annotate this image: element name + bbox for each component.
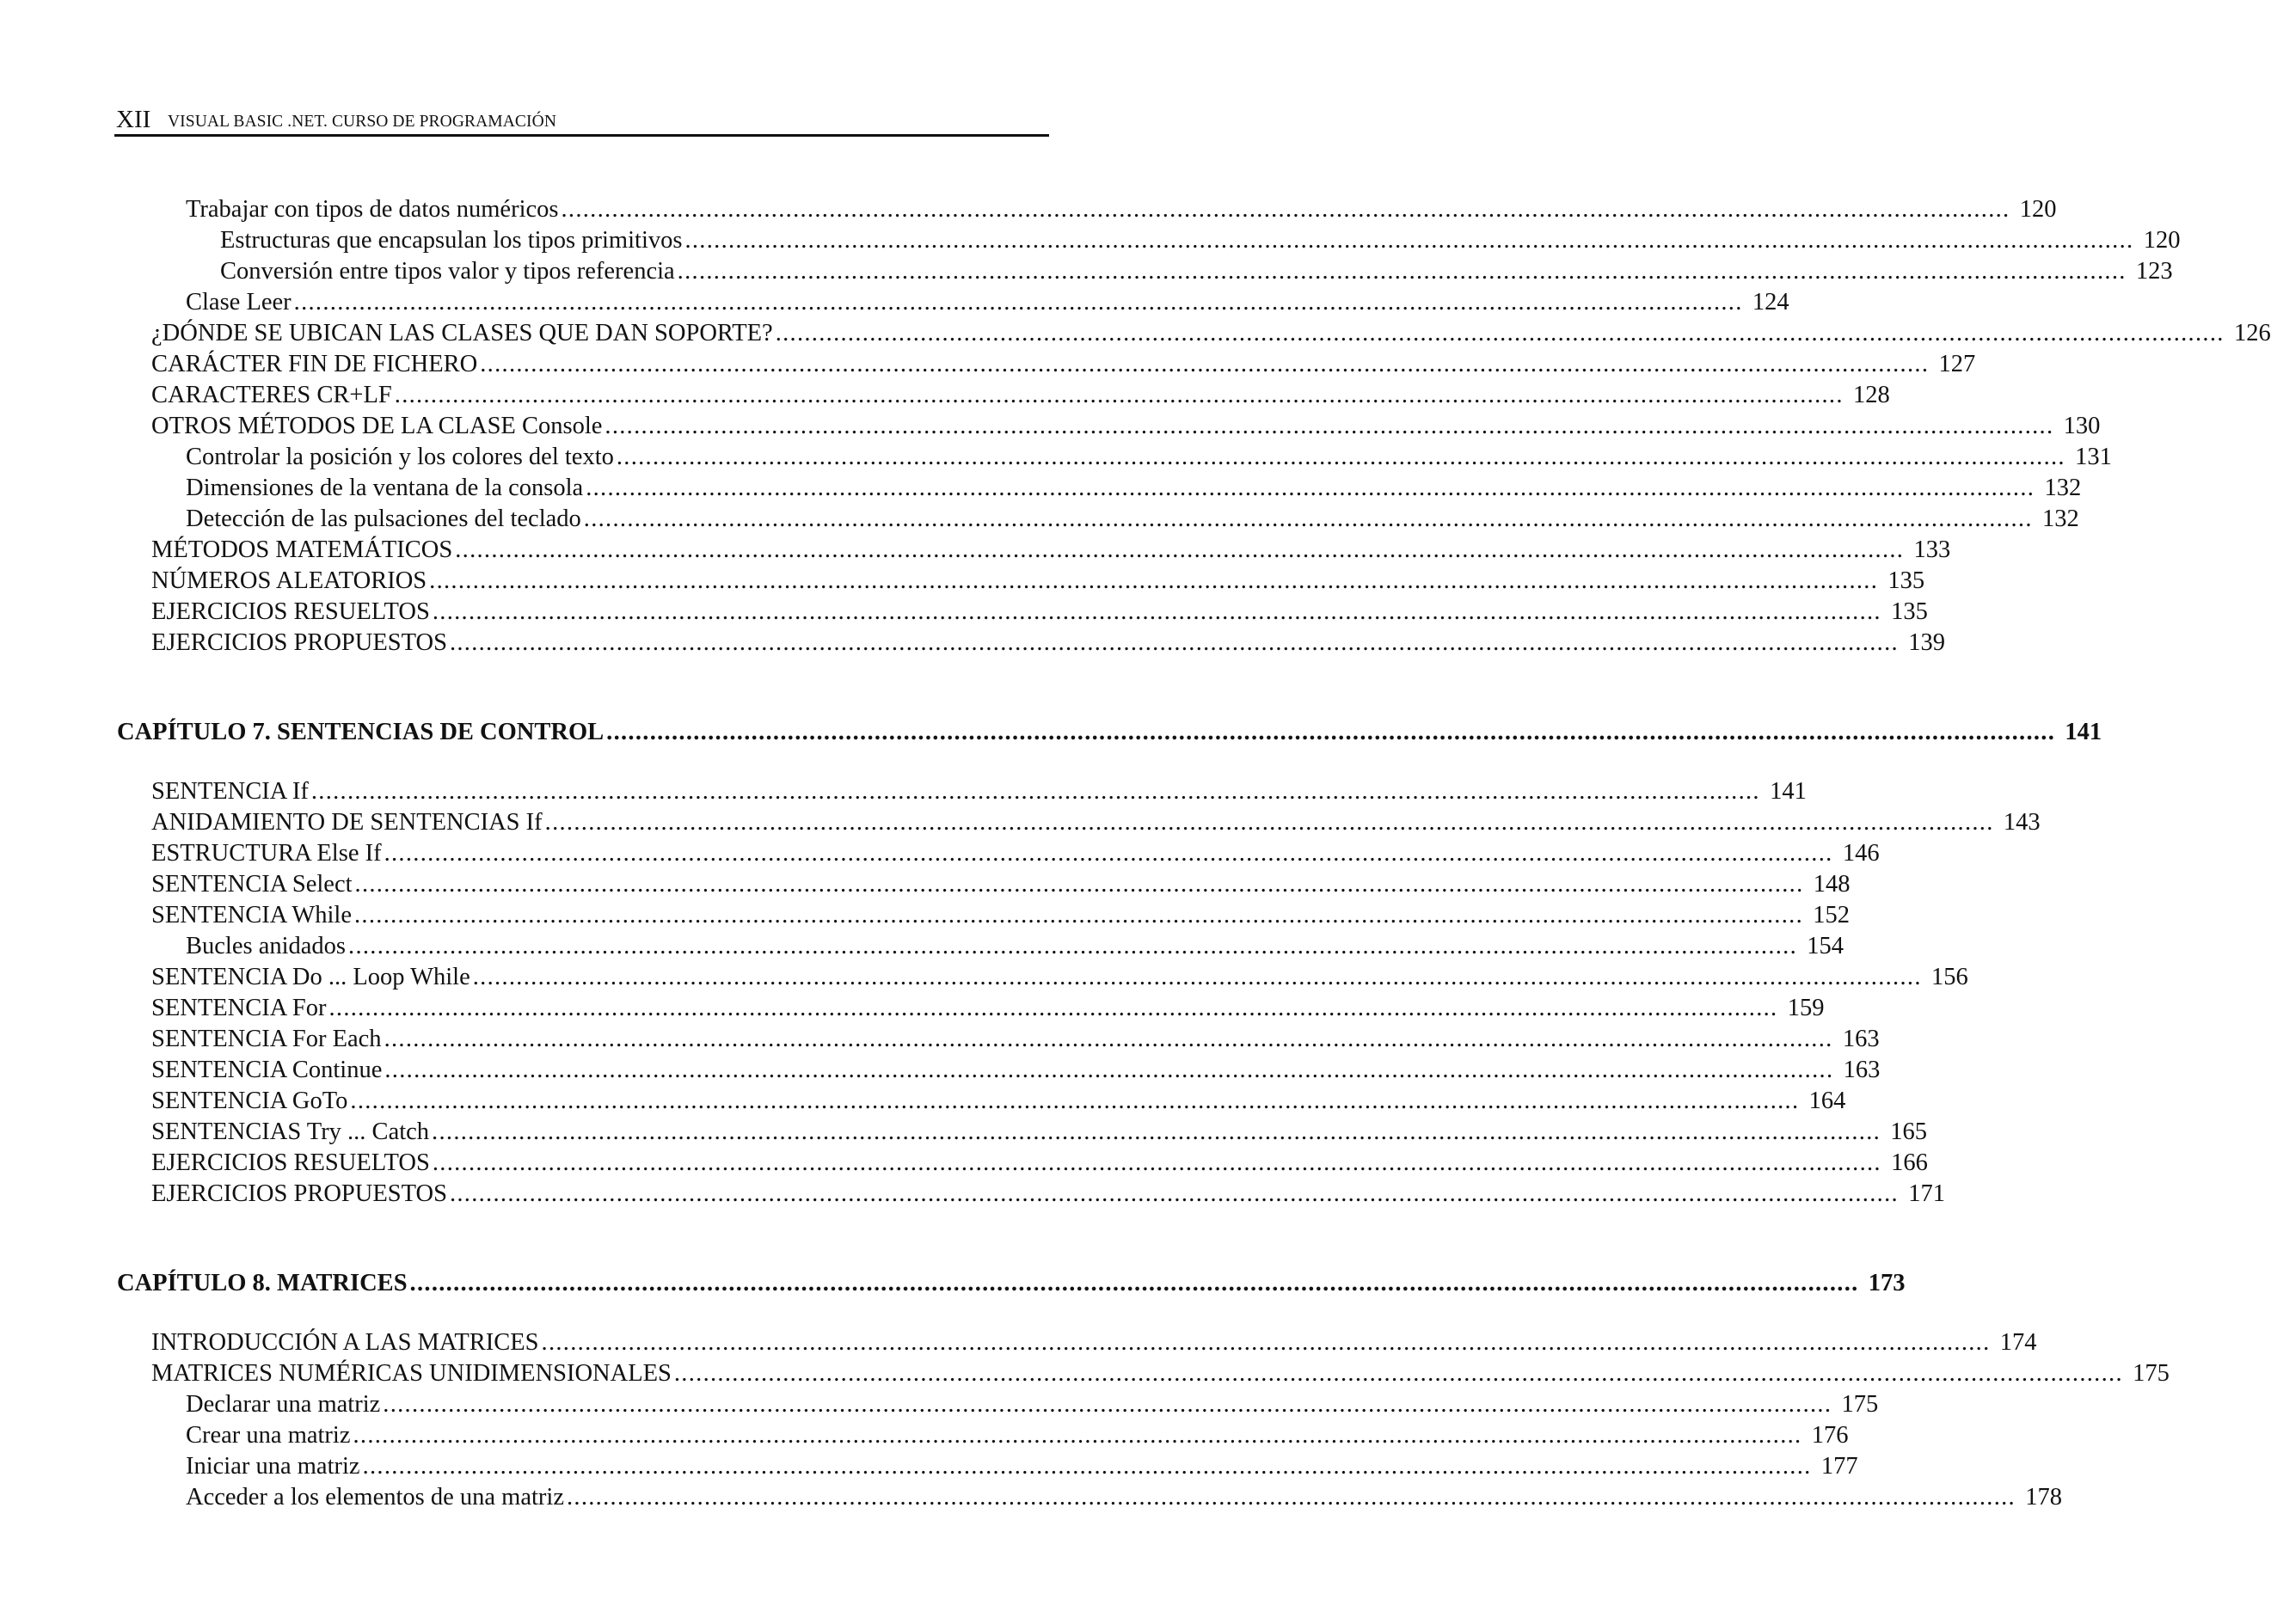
toc-entry-label: SENTENCIA Do ... Loop While xyxy=(151,964,470,990)
leader-dots: ........................................................................................................................................................................................................ xyxy=(384,840,1833,867)
leader-dots: ........................................................................................................................................................................................................ xyxy=(353,1422,1802,1449)
toc-entry-page: 176 xyxy=(1811,1422,1849,1449)
leader-dots: ........................................................................................................................................................................................................ xyxy=(616,444,2065,470)
toc-entry xyxy=(186,1390,1879,1419)
toc-entry-page: 171 xyxy=(1908,1180,1945,1207)
toc-entry xyxy=(151,1087,1846,1116)
toc-entry-label: SENTENCIA For xyxy=(151,995,327,1021)
toc-entry-page: 154 xyxy=(1807,933,1844,959)
toc-entry-label: Conversión entre tipos valor y tipos referencia xyxy=(220,258,675,285)
toc-entry-label: EJERCICIOS PROPUESTOS xyxy=(151,629,447,656)
chapter-heading-page: 141 xyxy=(2065,719,2102,745)
toc-entry-label: EJERCICIOS PROPUESTOS xyxy=(151,1180,447,1207)
toc-entry-page: 163 xyxy=(1843,1057,1881,1083)
toc-entry-label: Trabajar con tipos de datos numéricos xyxy=(186,196,559,223)
chapter-heading xyxy=(117,1269,1906,1298)
chapter-heading xyxy=(117,718,2102,747)
leader-dots: ........................................................................................................................................................................................................ xyxy=(354,902,1803,928)
toc-entry-label: Detección de las pulsaciones del teclado xyxy=(186,506,581,532)
leader-dots: ........................................................................................................................................................................................................ xyxy=(384,1057,1834,1083)
toc-entry-page: 148 xyxy=(1813,871,1851,898)
toc-entry xyxy=(186,443,2112,472)
leader-dots: ........................................................................................................................................................................................................ xyxy=(606,719,2056,745)
toc-entry xyxy=(151,567,1925,596)
toc-entry-label: EJERCICIOS RESUELTOS xyxy=(151,1149,430,1176)
toc-entry-page: 128 xyxy=(1853,382,1890,408)
leader-dots: ........................................................................................................................................................................................................ xyxy=(409,1270,1859,1296)
toc-entry-page: 120 xyxy=(2019,196,2057,223)
toc-entry xyxy=(151,536,1951,565)
toc-entry-page: 135 xyxy=(1887,567,1925,594)
toc-entry xyxy=(151,412,2101,441)
toc-entry-page: 131 xyxy=(2075,444,2112,470)
toc-entry-label: SENTENCIAS Try ... Catch xyxy=(151,1118,430,1145)
toc-entry xyxy=(151,777,1807,806)
toc-entry xyxy=(151,319,2271,348)
toc-entry xyxy=(151,1056,1881,1085)
toc-entry-label: SENTENCIA If xyxy=(151,778,309,805)
toc-entry-label: OTROS MÉTODOS DE LA CLASE Console xyxy=(151,413,603,439)
toc-entry xyxy=(151,839,1880,868)
toc-entry xyxy=(151,598,1928,627)
leader-dots: ........................................................................................................................................................................................................ xyxy=(394,382,1844,408)
toc-entry xyxy=(151,808,2041,837)
leader-dots: ........................................................................................................................................................................................................ xyxy=(384,1026,1833,1052)
toc-entry xyxy=(151,1025,1880,1054)
toc-entry-label: Dimensiones de la ventana de la consola xyxy=(186,475,584,501)
leader-dots: ........................................................................................................................................................................................................ xyxy=(362,1453,1812,1480)
toc-entry-label: SENTENCIA For Each xyxy=(151,1026,382,1052)
leader-dots: ........................................................................................................................................................................................................ xyxy=(429,567,1879,594)
leader-dots: ........................................................................................................................................................................................................ xyxy=(541,1329,1991,1356)
toc-entry-page: 124 xyxy=(1752,289,1789,316)
leader-dots: ........................................................................................................................................................................................................ xyxy=(310,778,1760,805)
leader-dots: ........................................................................................................................................................................................................ xyxy=(449,629,1899,656)
toc-entry-page: 164 xyxy=(1808,1088,1846,1114)
toc-entry-label: INTRODUCCIÓN A LAS MATRICES xyxy=(151,1329,539,1356)
toc-entry xyxy=(151,1118,1928,1147)
toc-entry-page: 139 xyxy=(1908,629,1945,656)
toc-entry-label: SENTENCIA While xyxy=(151,902,352,928)
toc-entry-page: 146 xyxy=(1842,840,1880,867)
toc-entry-label: SENTENCIA Continue xyxy=(151,1057,383,1083)
leader-dots: ........................................................................................................................................................................................................ xyxy=(544,809,1994,836)
toc-entry xyxy=(151,994,1825,1023)
leader-dots: ........................................................................................................................................................................................................ xyxy=(432,1118,1881,1145)
toc-entry-label: SENTENCIA Select xyxy=(151,871,353,898)
leader-dots: ........................................................................................................................................................................................................ xyxy=(432,598,1881,625)
leader-dots: ........................................................................................................................................................................................................ xyxy=(432,1149,1881,1176)
toc-entry xyxy=(151,1359,2170,1388)
toc-entry xyxy=(151,1180,1945,1209)
leader-dots: ........................................................................................................................................................................................................ xyxy=(348,933,1798,959)
toc-entry-page: 127 xyxy=(1938,351,1976,377)
toc-entry xyxy=(220,226,2181,255)
toc-entry-page: 159 xyxy=(1787,995,1825,1021)
toc-entry-page: 133 xyxy=(1913,536,1951,563)
leader-dots: ........................................................................................................................................................................................................ xyxy=(455,536,1905,563)
toc-entry-label: Acceder a los elementos de una matriz xyxy=(186,1484,564,1511)
toc-entry xyxy=(151,628,1945,658)
toc-entry-page: 126 xyxy=(2233,320,2271,346)
toc-entry-label: ANIDAMIENTO DE SENTENCIAS If xyxy=(151,809,543,836)
toc-entry xyxy=(186,1483,2062,1512)
toc-entry-label: CARACTERES CR+LF xyxy=(151,382,392,408)
toc-entry-page: 120 xyxy=(2143,227,2181,254)
leader-dots: ........................................................................................................................................................................................................ xyxy=(605,413,2054,439)
toc-entry-page: 141 xyxy=(1770,778,1807,805)
leader-dots: ........................................................................................................................................................................................................ xyxy=(677,258,2127,285)
toc-entry-label: Estructuras que encapsulan los tipos primitivos xyxy=(220,227,683,254)
toc-entry xyxy=(186,505,2079,534)
toc-entry-page: 132 xyxy=(2042,506,2079,532)
toc-entry-label: Crear una matriz xyxy=(186,1422,351,1449)
toc-entry-page: 178 xyxy=(2025,1484,2062,1511)
toc-entry-page: 175 xyxy=(2133,1360,2170,1387)
chapter-heading-page: 173 xyxy=(1868,1270,1906,1296)
toc-entry-label: Declarar una matriz xyxy=(186,1391,381,1418)
toc-entry-label: ¿DÓNDE SE UBICAN LAS CLASES QUE DAN SOPORTE? xyxy=(151,320,773,346)
toc-entry xyxy=(151,870,1851,899)
leader-dots: ........................................................................................................................................................................................................ xyxy=(449,1180,1899,1207)
leader-dots: ........................................................................................................................................................................................................ xyxy=(293,289,1743,316)
toc-entry xyxy=(186,474,2082,503)
leader-dots: ........................................................................................................................................................................................................ xyxy=(561,196,2010,223)
leader-dots: ........................................................................................................................................................................................................ xyxy=(480,351,1930,377)
toc-entry xyxy=(151,1328,2037,1357)
toc-entry-page: 177 xyxy=(1820,1453,1858,1480)
toc-entry xyxy=(186,1452,1858,1481)
leader-dots: ........................................................................................................................................................................................................ xyxy=(472,964,1922,990)
toc-entry-label: MATRICES NUMÉRICAS UNIDIMENSIONALES xyxy=(151,1360,672,1387)
leader-dots: ........................................................................................................................................................................................................ xyxy=(354,871,1804,898)
toc-entry xyxy=(151,901,1850,930)
toc-entry-label: NÚMEROS ALEATORIOS xyxy=(151,567,427,594)
toc-entry-label: MÉTODOS MATEMÁTICOS xyxy=(151,536,453,563)
toc-entry-page: 123 xyxy=(2135,258,2173,285)
toc-entry-label: Iniciar una matriz xyxy=(186,1453,360,1480)
toc-entry xyxy=(186,1421,1849,1450)
toc-entry xyxy=(151,350,1976,379)
toc-entry-page: 175 xyxy=(1841,1391,1879,1418)
toc-entry-label: Bucles anidados xyxy=(186,933,347,959)
toc-entry-label: EJERCICIOS RESUELTOS xyxy=(151,598,430,625)
toc-entry xyxy=(151,963,1968,992)
toc-entry xyxy=(151,1149,1928,1178)
toc-entry-label: Clase Leer xyxy=(186,289,292,316)
toc-entry-label: Controlar la posición y los colores del texto xyxy=(186,444,614,470)
toc-entry xyxy=(151,381,1890,410)
toc-entry-page: 135 xyxy=(1891,598,1928,625)
leader-dots: ........................................................................................................................................................................................................ xyxy=(684,227,2134,254)
toc-entry-page: 165 xyxy=(1890,1118,1928,1145)
leader-dots: ........................................................................................................................................................................................................ xyxy=(328,995,1778,1021)
leader-dots: ........................................................................................................................................................................................................ xyxy=(350,1088,1800,1114)
toc-entry-page: 156 xyxy=(1931,964,1968,990)
toc-entry-page: 152 xyxy=(1813,902,1850,928)
toc-entry-label: CARÁCTER FIN DE FICHERO xyxy=(151,351,478,377)
toc-entry-page: 130 xyxy=(2063,413,2101,439)
leader-dots: ........................................................................................................................................................................................................ xyxy=(775,320,2225,346)
toc-entry-page: 174 xyxy=(1999,1329,2037,1356)
chapter-heading-label: CAPÍTULO 7. SENTENCIAS DE CONTROL xyxy=(117,719,605,745)
toc-entry xyxy=(186,195,2057,224)
leader-dots: ........................................................................................................................................................................................................ xyxy=(383,1391,1832,1418)
toc-entry xyxy=(220,257,2173,286)
page-folio: XII xyxy=(116,106,151,133)
toc-entry-label: SENTENCIA GoTo xyxy=(151,1088,348,1114)
toc-entry-page: 166 xyxy=(1891,1149,1928,1176)
chapter-heading-label: CAPÍTULO 8. MATRICES xyxy=(117,1270,408,1296)
toc-entry xyxy=(186,288,1789,317)
leader-dots: ........................................................................................................................................................................................................ xyxy=(673,1360,2123,1387)
leader-dots: ........................................................................................................................................................................................................ xyxy=(566,1484,2016,1511)
leader-dots: ........................................................................................................................................................................................................ xyxy=(586,475,2035,501)
toc-entry xyxy=(186,932,1844,961)
toc-entry-page: 163 xyxy=(1842,1026,1880,1052)
toc-entry-page: 132 xyxy=(2044,475,2082,501)
running-title: VISUAL BASIC .NET. CURSO DE PROGRAMACIÓN xyxy=(168,113,556,131)
toc-entry-label: ESTRUCTURA Else If xyxy=(151,840,382,867)
leader-dots: ........................................................................................................................................................................................................ xyxy=(583,506,2033,532)
toc-entry-page: 143 xyxy=(2003,809,2041,836)
